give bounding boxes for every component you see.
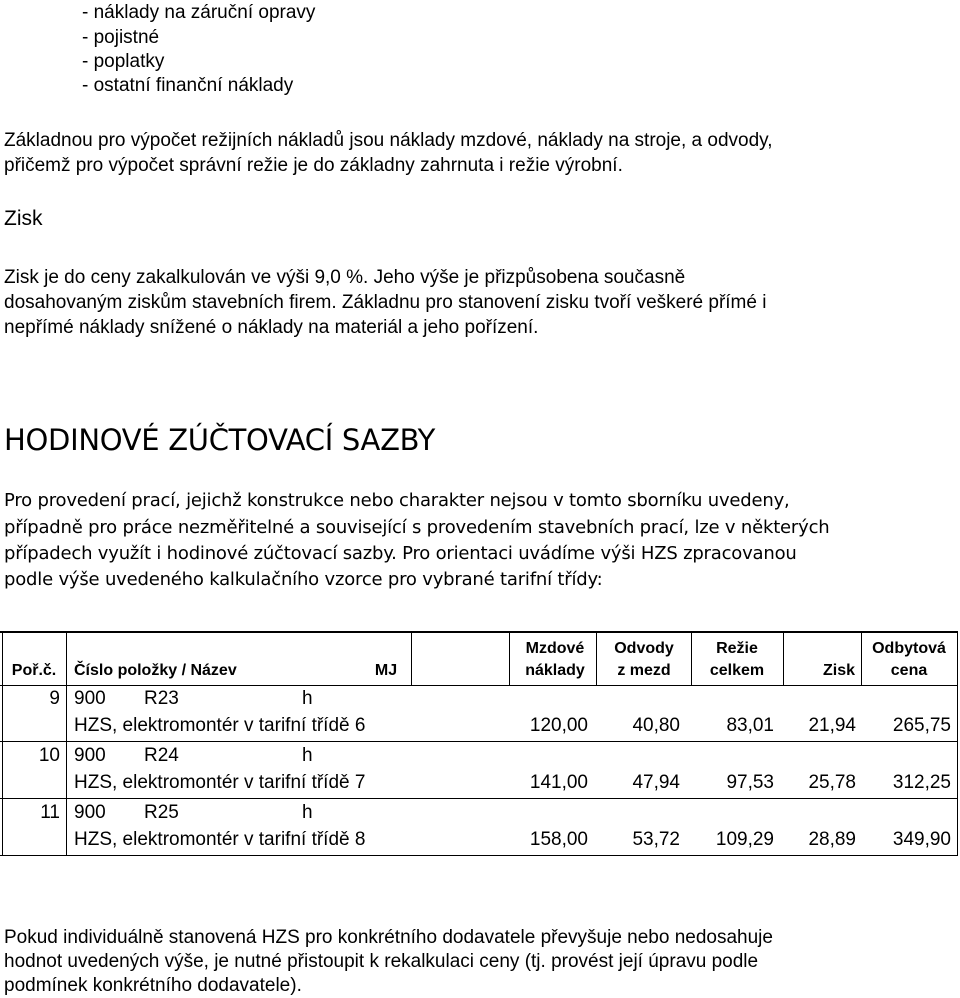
row-nazev: HZS, elektromontér v tarifní třídě 6	[74, 715, 366, 736]
header-odbytova	[862, 638, 956, 682]
table-header-divider	[0, 685, 958, 686]
header-odvody-line2: z mezd	[617, 662, 671, 679]
row-mzdove: 158,00	[529, 829, 588, 850]
row-cena: 265,75	[892, 715, 951, 736]
intro-paragraph-line: podle výše uvedeného kalkulačního vzorce pro vybrané tarifní třídy:	[4, 569, 603, 590]
bullet-item: - pojistné	[82, 27, 160, 48]
row-odvody: 40,80	[632, 715, 680, 736]
row-cena: 312,25	[892, 772, 951, 793]
row-por: 9	[49, 688, 60, 709]
header-odbytova-line1: Odbytová	[872, 640, 946, 657]
row-polozka: R24	[144, 745, 179, 766]
table-col-divider	[783, 631, 784, 686]
intro-paragraph-line: případech využít i hodinové zúčtovací sazby. Pro orientaci uvádíme výši HZS zpracovanou	[4, 543, 797, 564]
header-zisk-label: Zisk	[822, 662, 855, 679]
row-zisk: 21,94	[808, 715, 856, 736]
profit-paragraph-line: dosahovaným ziskům stavebních firem. Základnu pro stanovení zisku tvoří veškeré přímé i	[4, 292, 767, 313]
row-mzdove: 141,00	[529, 772, 588, 793]
closing-paragraph-line: podmínek konkrétního dodavatele).	[4, 975, 302, 996]
row-odvody: 53,72	[632, 829, 680, 850]
header-rezie-line2: celkem	[709, 662, 765, 679]
table-border-left	[2, 631, 3, 856]
section-title: HODINOVÉ ZÚČTOVACÍ SAZBY	[4, 423, 436, 457]
bullet-item: - ostatní finanční náklady	[82, 75, 294, 96]
header-mzdove-line2: náklady	[525, 662, 585, 679]
intro-paragraph-line: případně pro práce nezměřitelné a související s provedením stavebních prací, lze v některých	[4, 517, 830, 538]
table-border-right	[957, 631, 958, 856]
header-odvody	[598, 638, 690, 682]
row-zisk: 28,89	[808, 829, 856, 850]
table-border-top	[0, 631, 958, 633]
header-mj: MJ	[374, 662, 398, 679]
header-odbytova-line2: cena	[890, 662, 928, 679]
profit-paragraph-text: Zisk je do ceny zakalkulován ve výši 9,0 %. Jeho výše je přizpůsobena současně	[4, 267, 686, 288]
table-col-divider	[411, 631, 412, 686]
header-mzdove-line1: Mzdové	[525, 640, 585, 657]
row-mj: h	[302, 688, 313, 709]
row-kod: 900	[74, 802, 106, 823]
profit-paragraph-line	[4, 265, 685, 290]
bullet-item: - poplatky	[82, 51, 165, 72]
row-por: 10	[38, 745, 60, 766]
intro-paragraph-line: Pro provedení prací, jejichž konstrukce nebo charakter nejsou v tomto sborníku uvedeny,	[4, 490, 790, 511]
closing-paragraph-line: Pokud individuálně stanovená HZS pro konkrétního dodavatele převyšuje nebo nedosahuje	[4, 927, 773, 948]
overhead-paragraph-line: přičemž pro výpočet správní režie je do základny zahrnuta i režie výrobní.	[4, 155, 623, 176]
overhead-paragraph-line: Základnou pro výpočet režijních nákladů jsou náklady mzdové, náklady na stroje, a odvody,	[4, 130, 773, 151]
row-por: 11	[40, 802, 60, 823]
header-mzdove	[512, 638, 598, 682]
table-col-divider	[509, 631, 510, 686]
row-nazev: HZS, elektromontér v tarifní třídě 7	[74, 772, 366, 793]
row-rezie: 97,53	[726, 772, 774, 793]
row-mj: h	[302, 802, 313, 823]
row-mj: h	[302, 745, 313, 766]
header-por: Poř.č.	[11, 662, 57, 679]
profit-paragraph-line: nepřímé náklady snížené o náklady na materiál a jeho pořízení.	[4, 317, 539, 338]
table-row-divider	[0, 798, 958, 799]
row-polozka: R23	[144, 688, 179, 709]
table-col-divider	[66, 631, 67, 856]
row-cena: 349,90	[892, 829, 951, 850]
row-rezie: 83,01	[726, 715, 774, 736]
table-border-bottom	[0, 855, 958, 856]
header-odvody-line1: Odvody	[614, 640, 674, 657]
row-rezie: 109,29	[715, 829, 774, 850]
row-kod: 900	[74, 688, 106, 709]
row-odvody: 47,94	[632, 772, 680, 793]
table-row-divider	[0, 741, 958, 742]
row-polozka: R25	[144, 802, 179, 823]
closing-paragraph-line: hodnot uvedených výše, je nutné přistoupit k rekalkulaci ceny (tj. provést její úpravu podle	[4, 951, 759, 972]
bullet-item: - náklady na záruční opravy	[82, 2, 316, 23]
header-cislo: Číslo položky / Název	[74, 662, 237, 679]
row-kod: 900	[74, 745, 106, 766]
header-rezie	[692, 638, 782, 682]
header-zisk	[785, 660, 861, 682]
row-mzdove: 120,00	[529, 715, 588, 736]
row-zisk: 25,78	[808, 772, 856, 793]
row-nazev: HZS, elektromontér v tarifní třídě 8	[74, 829, 366, 850]
profit-heading: Zisk	[4, 207, 43, 230]
hzs-table	[0, 631, 958, 857]
header-rezie-line1: Režie	[716, 640, 758, 657]
